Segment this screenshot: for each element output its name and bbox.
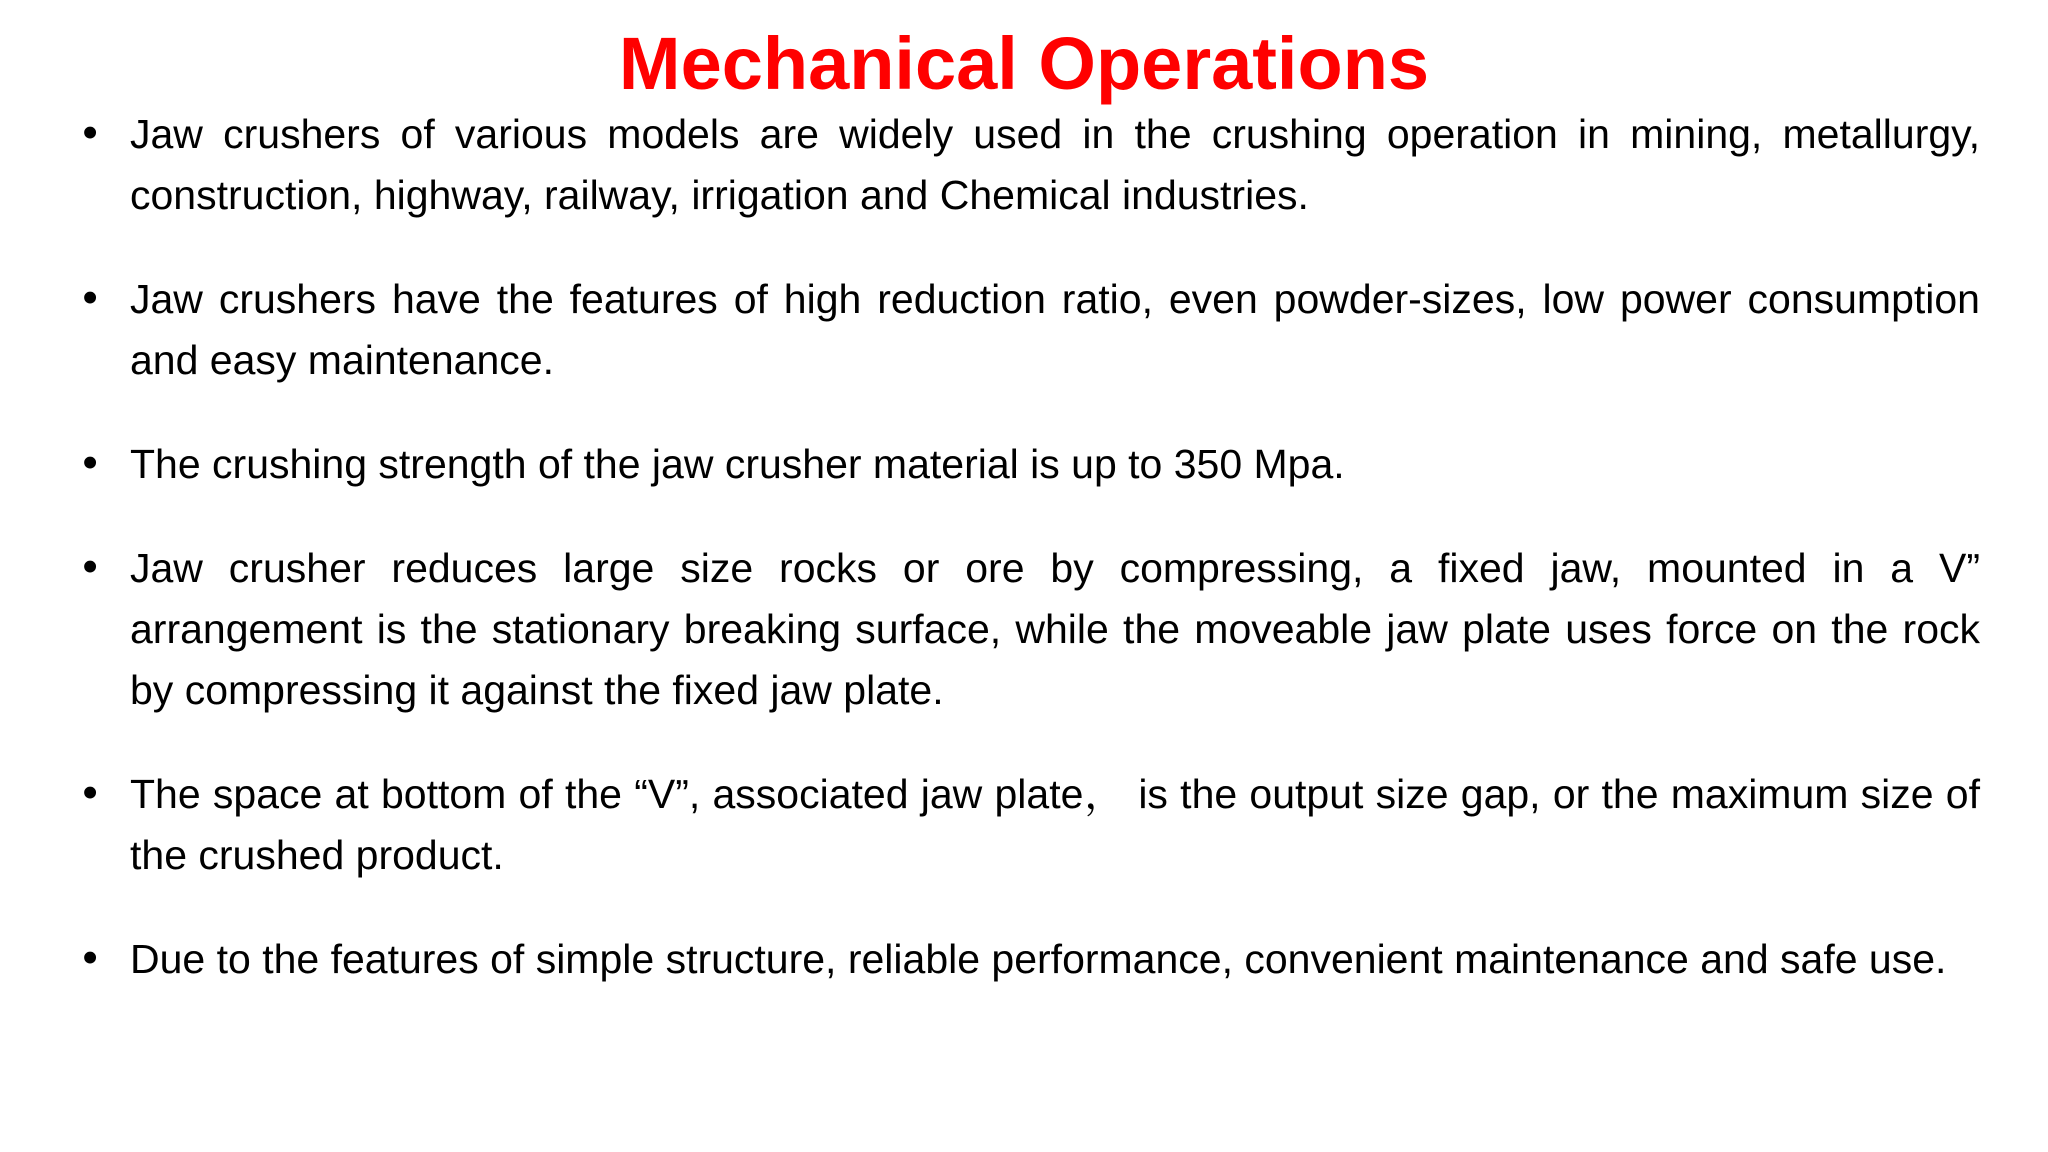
bullet-text: The space at bottom of the “V”, associated jaw plate， is the output size gap, or the maximum size of the crushed product.: [130, 771, 1980, 878]
bullet-text: Due to the features of simple structure, reliable performance, convenient maintenance and safe use.: [130, 936, 1947, 982]
bullet-text: The crushing strength of the jaw crusher material is up to 350 Mpa.: [130, 441, 1345, 487]
bullet-item: [74, 929, 1980, 990]
bullet-item: [74, 434, 1980, 495]
bullet-list: [74, 104, 1980, 1033]
bullet-text: Jaw crushers of various models are widely used in the crushing operation in mining, metallurgy, construction, highway, railway, irrigation and Chemical industries.: [130, 111, 1980, 218]
bullet-item: [74, 269, 1980, 391]
bullet-item: [74, 104, 1980, 226]
bullet-dot-icon: •: [78, 440, 103, 488]
slide-title: Mechanical Operations: [618, 22, 1430, 105]
bullet-text: Jaw crusher reduces large size rocks or ore by compressing, a fixed jaw, mounted in a V” arrangement is the stationary breaking surface, while the moveable jaw plate uses force on the rock by compressing it against the fixed jaw plate.: [130, 545, 1980, 713]
bullet-text: Jaw crushers have the features of high reduction ratio, even powder-sizes, low power consumption and easy maintenance.: [130, 276, 1980, 383]
bullet-dot-icon: •: [78, 275, 103, 323]
bullet-dot-icon: •: [78, 110, 103, 158]
bullet-dot-icon: •: [78, 770, 103, 818]
bullet-item: [74, 764, 1980, 886]
bullet-dot-icon: •: [78, 544, 103, 592]
bullet-item: [74, 538, 1980, 721]
bullet-dot-icon: •: [78, 935, 103, 983]
